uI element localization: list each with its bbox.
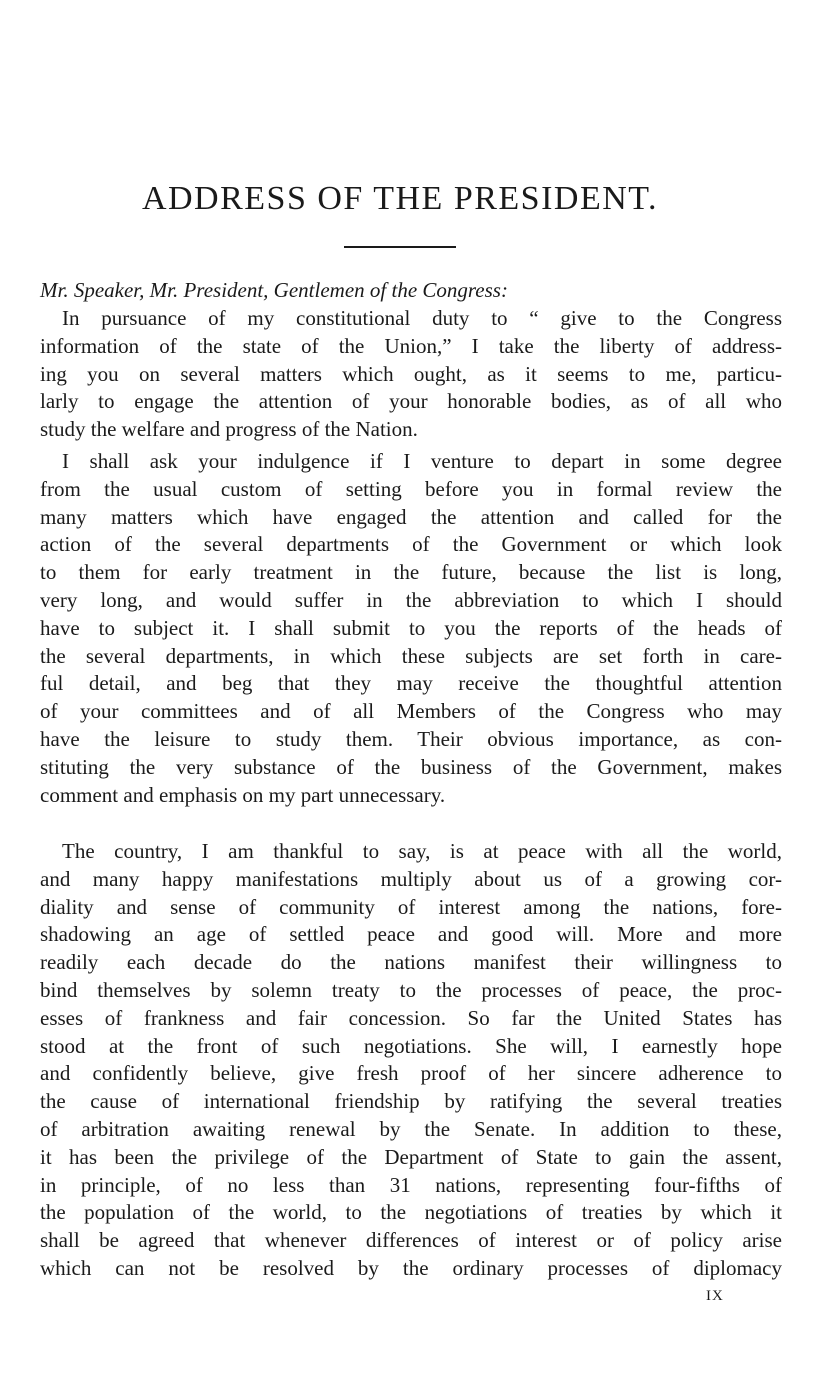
- paragraph-3: [40, 838, 782, 1283]
- paragraph-line: and many happy manifestations multiply about us of a growing cor-: [40, 866, 782, 891]
- paragraph-line: the several departments, in which these subjects are set forth in care-: [40, 643, 782, 668]
- paragraph-line: The country, I am thankful to say, is at peace with all the world,: [62, 839, 782, 863]
- paragraph-line: stood at the front of such negotiations. She will, I earnestly hope: [40, 1033, 782, 1058]
- paragraph-line: of arbitration awaiting renewal by the Senate. In addition to these,: [40, 1116, 782, 1141]
- page-title: ADDRESS OF THE PRESIDENT.: [141, 180, 659, 217]
- paragraph-line: readily each decade do the nations manifest their willingness to: [40, 950, 782, 975]
- paragraph-line: comment and emphasis on my part unnecessary.: [40, 782, 446, 807]
- paragraph-line: stituting the very substance of the business of the Government, makes: [40, 754, 782, 779]
- paragraph-line: the cause of international friendship by ratifying the several treaties: [40, 1089, 782, 1114]
- paragraph-line: very long, and would suffer in the abbreviation to which I should: [40, 587, 782, 612]
- paragraph-line: from the usual custom of setting before you in formal review the: [40, 476, 782, 501]
- salutation: Mr. Speaker, Mr. President, Gentlemen of the Congress:: [40, 278, 508, 302]
- paragraph-line: which can not be resolved by the ordinary processes of diplomacy: [40, 1255, 782, 1280]
- paragraph-line: diality and sense of community of interest among the nations, fore-: [40, 894, 782, 919]
- paragraph-line: larly to engage the attention of your honorable bodies, as of all who: [40, 389, 782, 414]
- paragraph-2: [40, 448, 782, 809]
- paragraph-line: the population of the world, to the negotiations of treaties by which it: [40, 1200, 782, 1225]
- paragraph-line: in principle, of no less than 31 nations, representing four-fifths of: [40, 1172, 782, 1197]
- paragraph-line: esses of frankness and fair concession. So far the United States has: [40, 1005, 782, 1030]
- paragraph-line: and confidently believe, give fresh proof of her sincere adherence to: [40, 1061, 782, 1086]
- paragraph-line: information of the state of the Union,” I take the liberty of address-: [40, 333, 782, 358]
- paragraph-line: study the welfare and progress of the Nation.: [40, 417, 418, 442]
- paragraph-line: have to subject it. I shall submit to you the reports of the heads of: [40, 615, 782, 640]
- document-page: [40, 0, 782, 1380]
- title-rule: [344, 246, 456, 248]
- paragraph-line: shall be agreed that whenever differences of interest or of policy arise: [40, 1228, 782, 1253]
- paragraph-line: bind themselves by solemn treaty to the processes of peace, the proc-: [40, 977, 782, 1002]
- paragraph-line: to them for early treatment in the future, because the list is long,: [40, 560, 782, 585]
- paragraph-line: of your committees and of all Members of the Congress who may: [40, 699, 782, 724]
- paragraph-line: action of the several departments of the Government or which look: [40, 532, 782, 557]
- paragraph-line: have the leisure to study them. Their obvious importance, as con-: [40, 726, 782, 751]
- paragraph-1: [40, 305, 782, 444]
- paragraph-line: ing you on several matters which ought, as it seems to me, particu-: [40, 361, 782, 386]
- paragraph-line: ful detail, and beg that they may receive the thoughtful attention: [40, 671, 782, 696]
- paragraph-line: many matters which have engaged the attention and called for the: [40, 504, 782, 529]
- paragraph-line: In pursuance of my constitutional duty to “ give to the Congress: [62, 306, 782, 330]
- paragraph-line: it has been the privilege of the Department of State to gain the assent,: [40, 1144, 782, 1169]
- paragraph-line: shadowing an age of settled peace and good will. More and more: [40, 922, 782, 947]
- page-number: IX: [706, 1288, 724, 1304]
- paragraph-line: I shall ask your indulgence if I venture to depart in some degree: [62, 449, 782, 473]
